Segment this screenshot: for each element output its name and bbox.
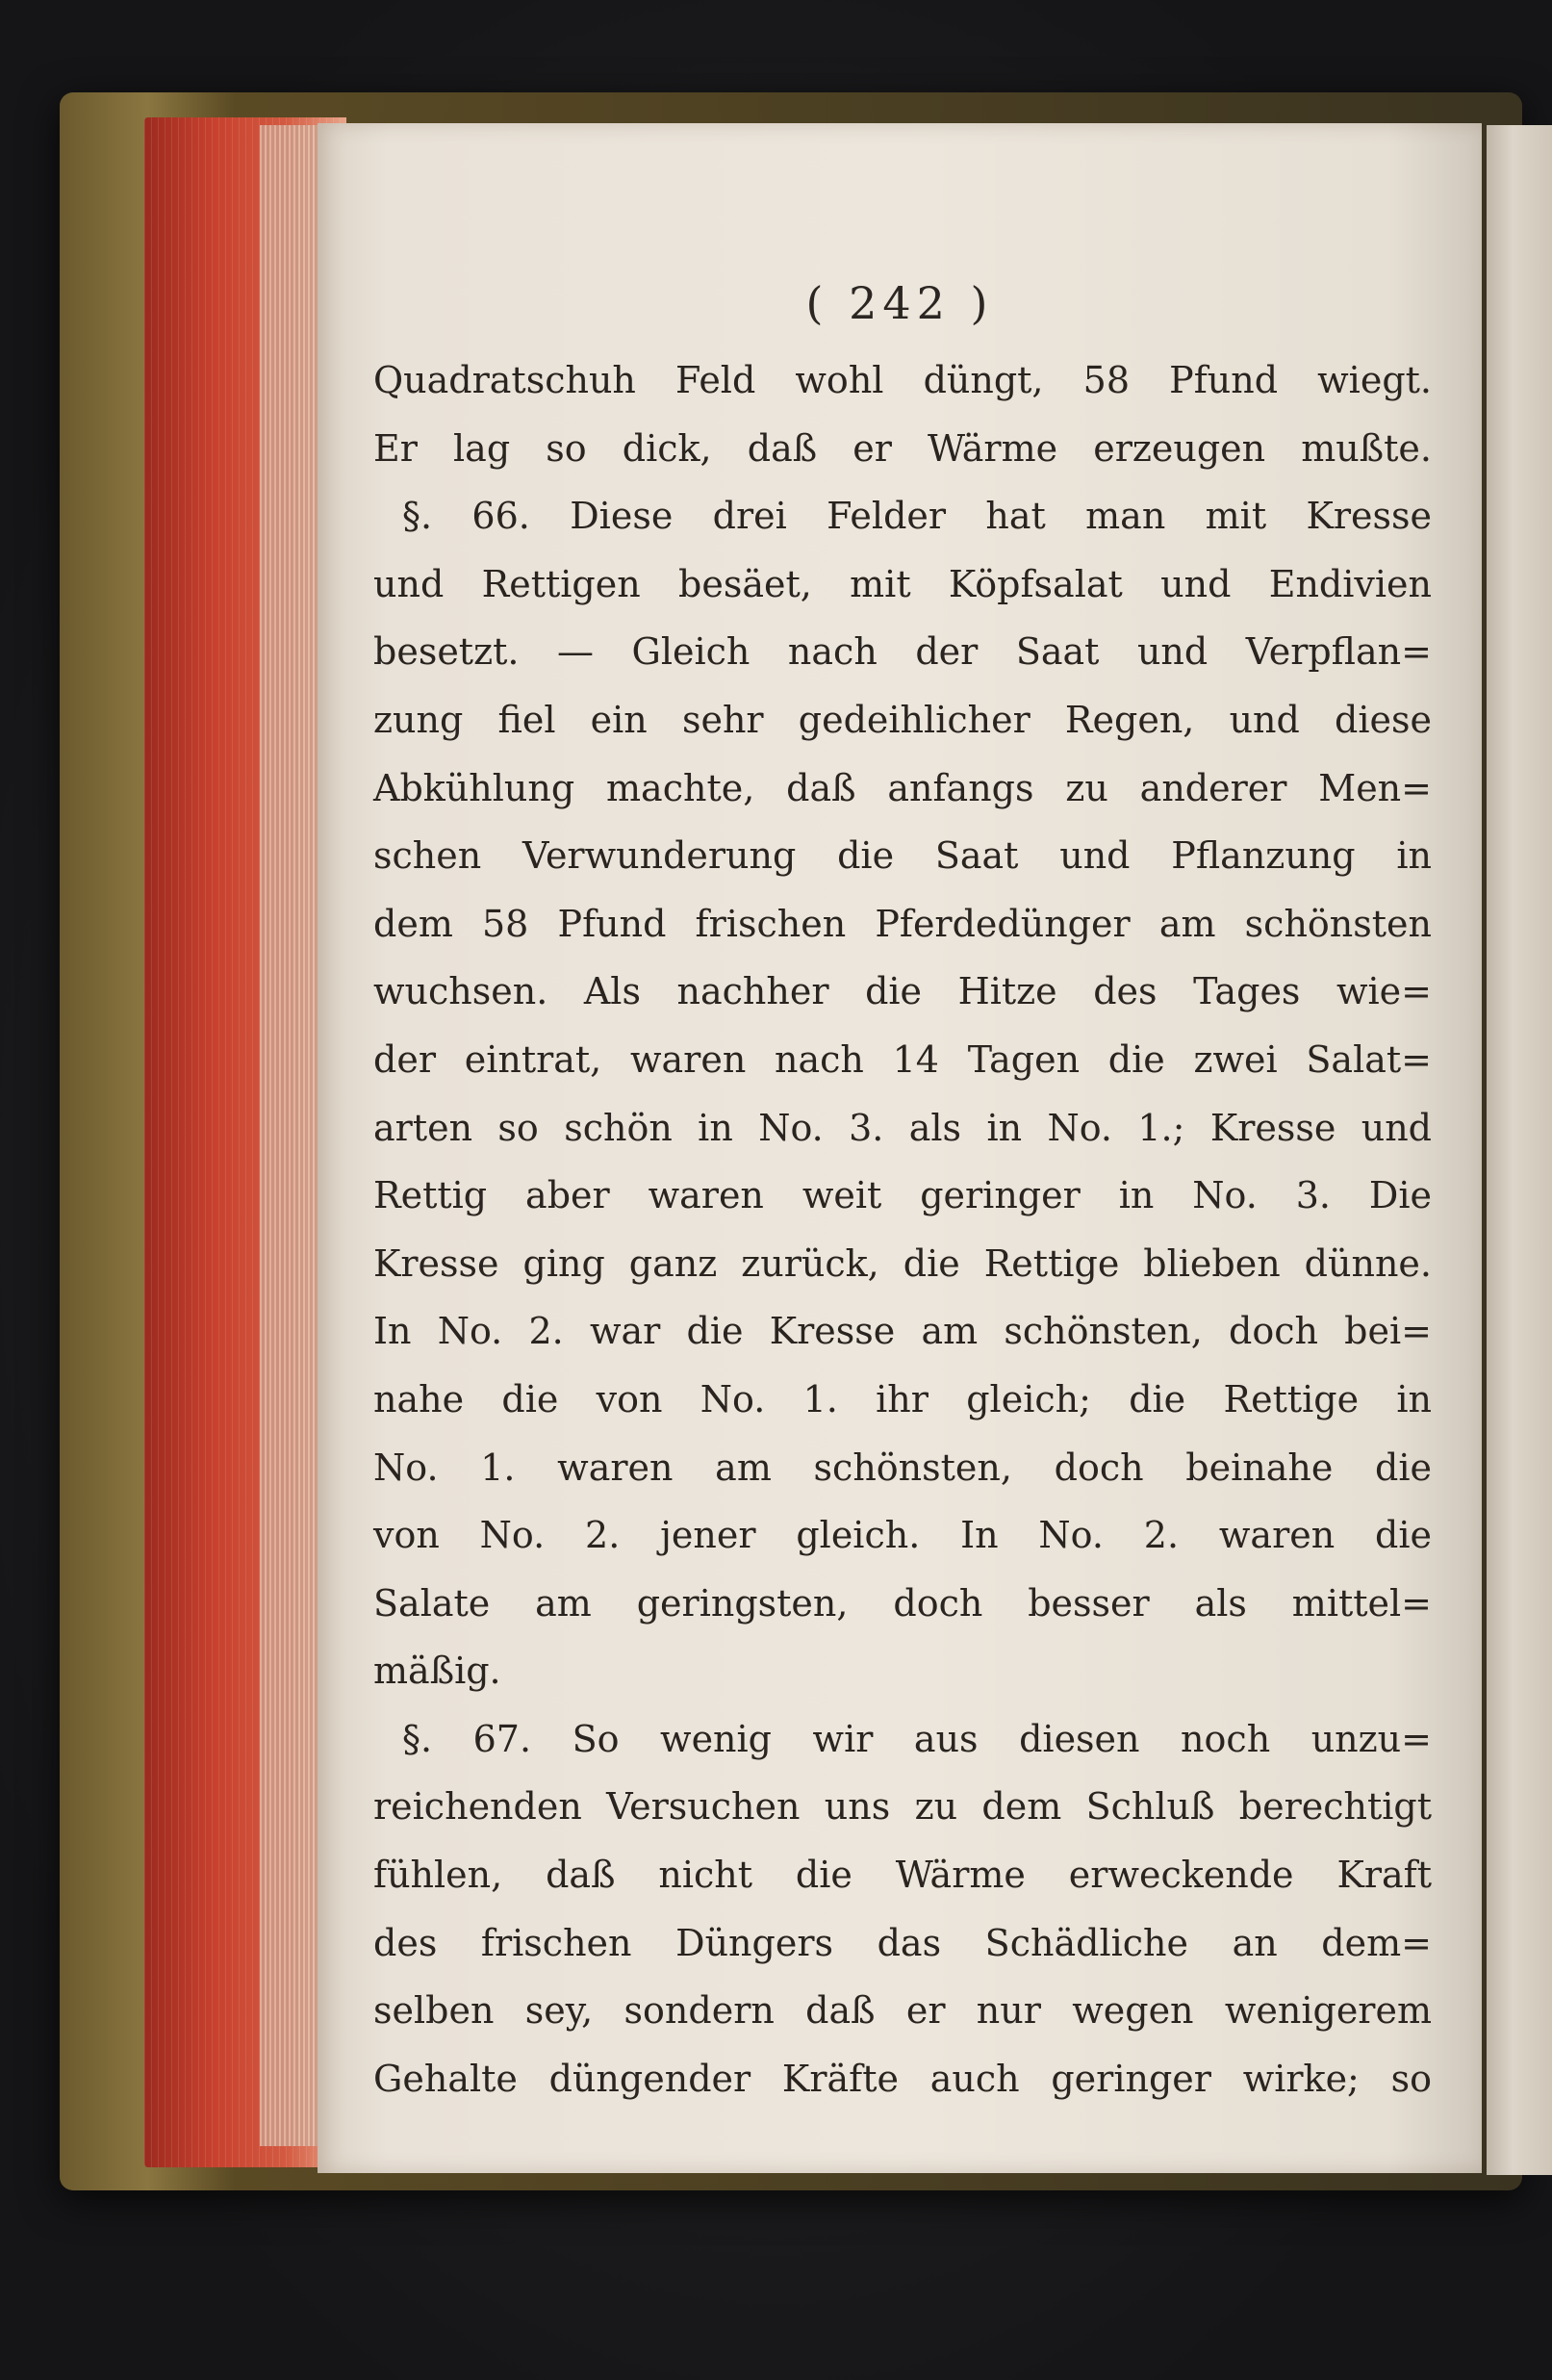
text-line: fühlen, daß nicht die Wärme erweckende Kraft (373, 1854, 1432, 1897)
text-line: reichenden Versuchen uns zu dem Schluß berechtigt (373, 1785, 1432, 1829)
text-line: dem 58 Pfund frischen Pferdedünger am schönsten (373, 902, 1432, 945)
text-line: schen Verwunderung die Saat und Pflanzung in (373, 834, 1432, 878)
text-line: In No. 2. war die Kresse am schönsten, doch bei= (373, 1310, 1432, 1353)
text-line: Quadratschuh Feld wohl düngt, 58 Pfund wiegt. (373, 359, 1432, 401)
body-text (373, 346, 1432, 2112)
text-line: Er lag so dick, daß er Wärme erzeugen mußte. (373, 426, 1432, 470)
text-line: arten so schön in No. 3. als in No. 1.; Kresse und (373, 1106, 1432, 1149)
text-line: der eintrat, waren nach 14 Tagen die zwei Salat= (373, 1037, 1432, 1081)
text-line: Kresse ging ganz zurück, die Rettige blieben dünne. (373, 1241, 1432, 1285)
text-line: §. 67. So wenig wir aus diesen noch unzu= (402, 1717, 1432, 1760)
text-line: und Rettigen besäet, mit Köpfsalat und Endivien (373, 562, 1432, 605)
text-line: Rettig aber waren weit geringer in No. 3. Die (373, 1174, 1432, 1217)
text-line: Gehalte düngender Kräfte auch geringer wirke; so (373, 2057, 1432, 2100)
book-page (318, 123, 1482, 2173)
text-line: des frischen Düngers das Schädliche an dem= (373, 1921, 1432, 1964)
facing-page-edge (1487, 125, 1552, 2175)
text-line: zung fiel ein sehr gedeihlicher Regen, und diese (373, 698, 1432, 741)
text-line: selben sey, sondern daß er nur wegen wenigerem (373, 1989, 1432, 2033)
text-line: wuchsen. Als nachher die Hitze des Tages wie= (373, 970, 1432, 1013)
text-line: Abkühlung machte, daß anfangs zu anderer Men= (373, 766, 1432, 809)
text-line: No. 1. waren am schönsten, doch beinahe die (373, 1446, 1432, 1489)
text-line: §. 66. Diese drei Felder hat man mit Kresse (402, 495, 1432, 538)
page-number: ( 242 ) (805, 277, 994, 329)
text-line: besetzt. — Gleich nach der Saat und Verpflan= (373, 630, 1432, 674)
text-line: von No. 2. jener gleich. In No. 2. waren die (373, 1514, 1432, 1557)
text-line: mäßig. (373, 1650, 501, 1693)
text-line: nahe die von No. 1. ihr gleich; die Rettige in (373, 1377, 1432, 1420)
text-line: Salate am geringsten, doch besser als mittel= (373, 1581, 1432, 1625)
